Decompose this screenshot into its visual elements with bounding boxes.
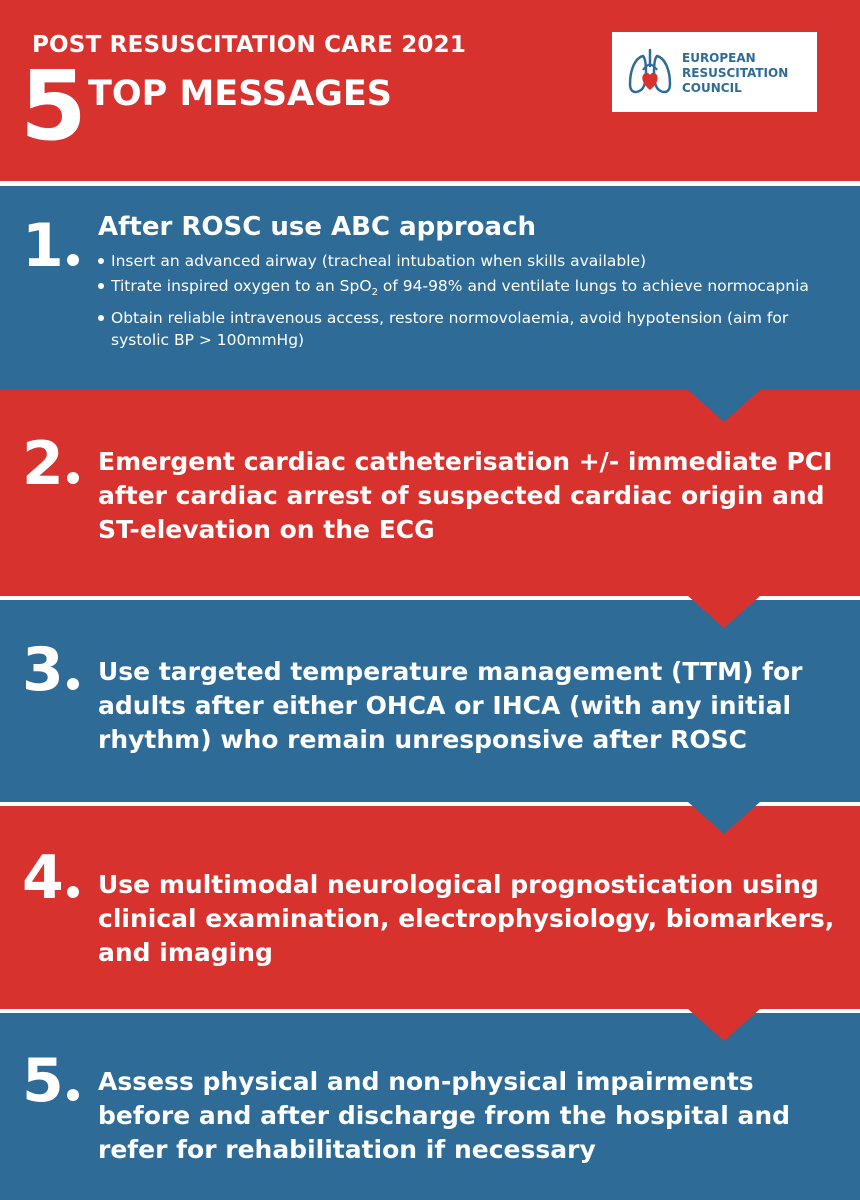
list-item: Titrate inspired oxygen to an SpO$_2$ of 94-98% and ventilate lungs to achieve normocapnia <box>98 275 818 304</box>
message-section-5 <box>0 1013 860 1200</box>
message-text: Emergent cardiac catheterisation +/- immediate PCI after cardiac arrest of suspected cardiac origin and ST-elevation on the ECG <box>98 447 833 544</box>
message-number: 1 <box>22 216 79 276</box>
message-title: After ROSC use ABC approach <box>98 212 537 242</box>
header-banner <box>0 0 860 181</box>
big-number: 5 <box>20 50 87 162</box>
page-subtitle: TOP MESSAGES <box>88 74 392 114</box>
message-text: Use targeted temperature management (TTM) for adults after either OHCA or IHCA (with any initial rhythm) who remain unresponsive after ROSC <box>98 657 803 754</box>
message-text: Use multimodal neurological prognostication using clinical examination, electrophysiology, biomarkers, and imaging <box>98 870 835 967</box>
message-section-4 <box>0 806 860 1009</box>
arrow-down-icon <box>688 596 760 628</box>
lungs-heart-icon <box>626 44 674 100</box>
arrow-down-icon <box>688 802 760 834</box>
arrow-down-icon <box>688 390 760 422</box>
arrow-down-icon <box>688 1009 760 1041</box>
message-number: 5 <box>22 1051 79 1111</box>
page-title: POST RESUSCITATION CARE 2021 <box>32 32 467 58</box>
message-text: Assess physical and non-physical impairments before and after discharge from the hospital and refer for rehabilitation if necessary <box>98 1067 791 1164</box>
message-section-3 <box>0 600 860 802</box>
list-item: Insert an advanced airway (tracheal intubation when skills available) <box>98 250 818 272</box>
erc-logo <box>612 32 817 112</box>
message-section-1 <box>0 186 860 390</box>
list-item: Obtain reliable intravenous access, restore normovolaemia, avoid hypotension (aim for systolic BP > 100mmHg) <box>98 307 818 351</box>
message-number: 3 <box>22 640 79 700</box>
message-number: 2 <box>22 434 79 494</box>
message-number: 4 <box>22 848 79 908</box>
bullet-list <box>98 250 818 354</box>
logo-wordmark: EUROPEAN RESUSCITATION COUNCIL <box>682 51 789 95</box>
